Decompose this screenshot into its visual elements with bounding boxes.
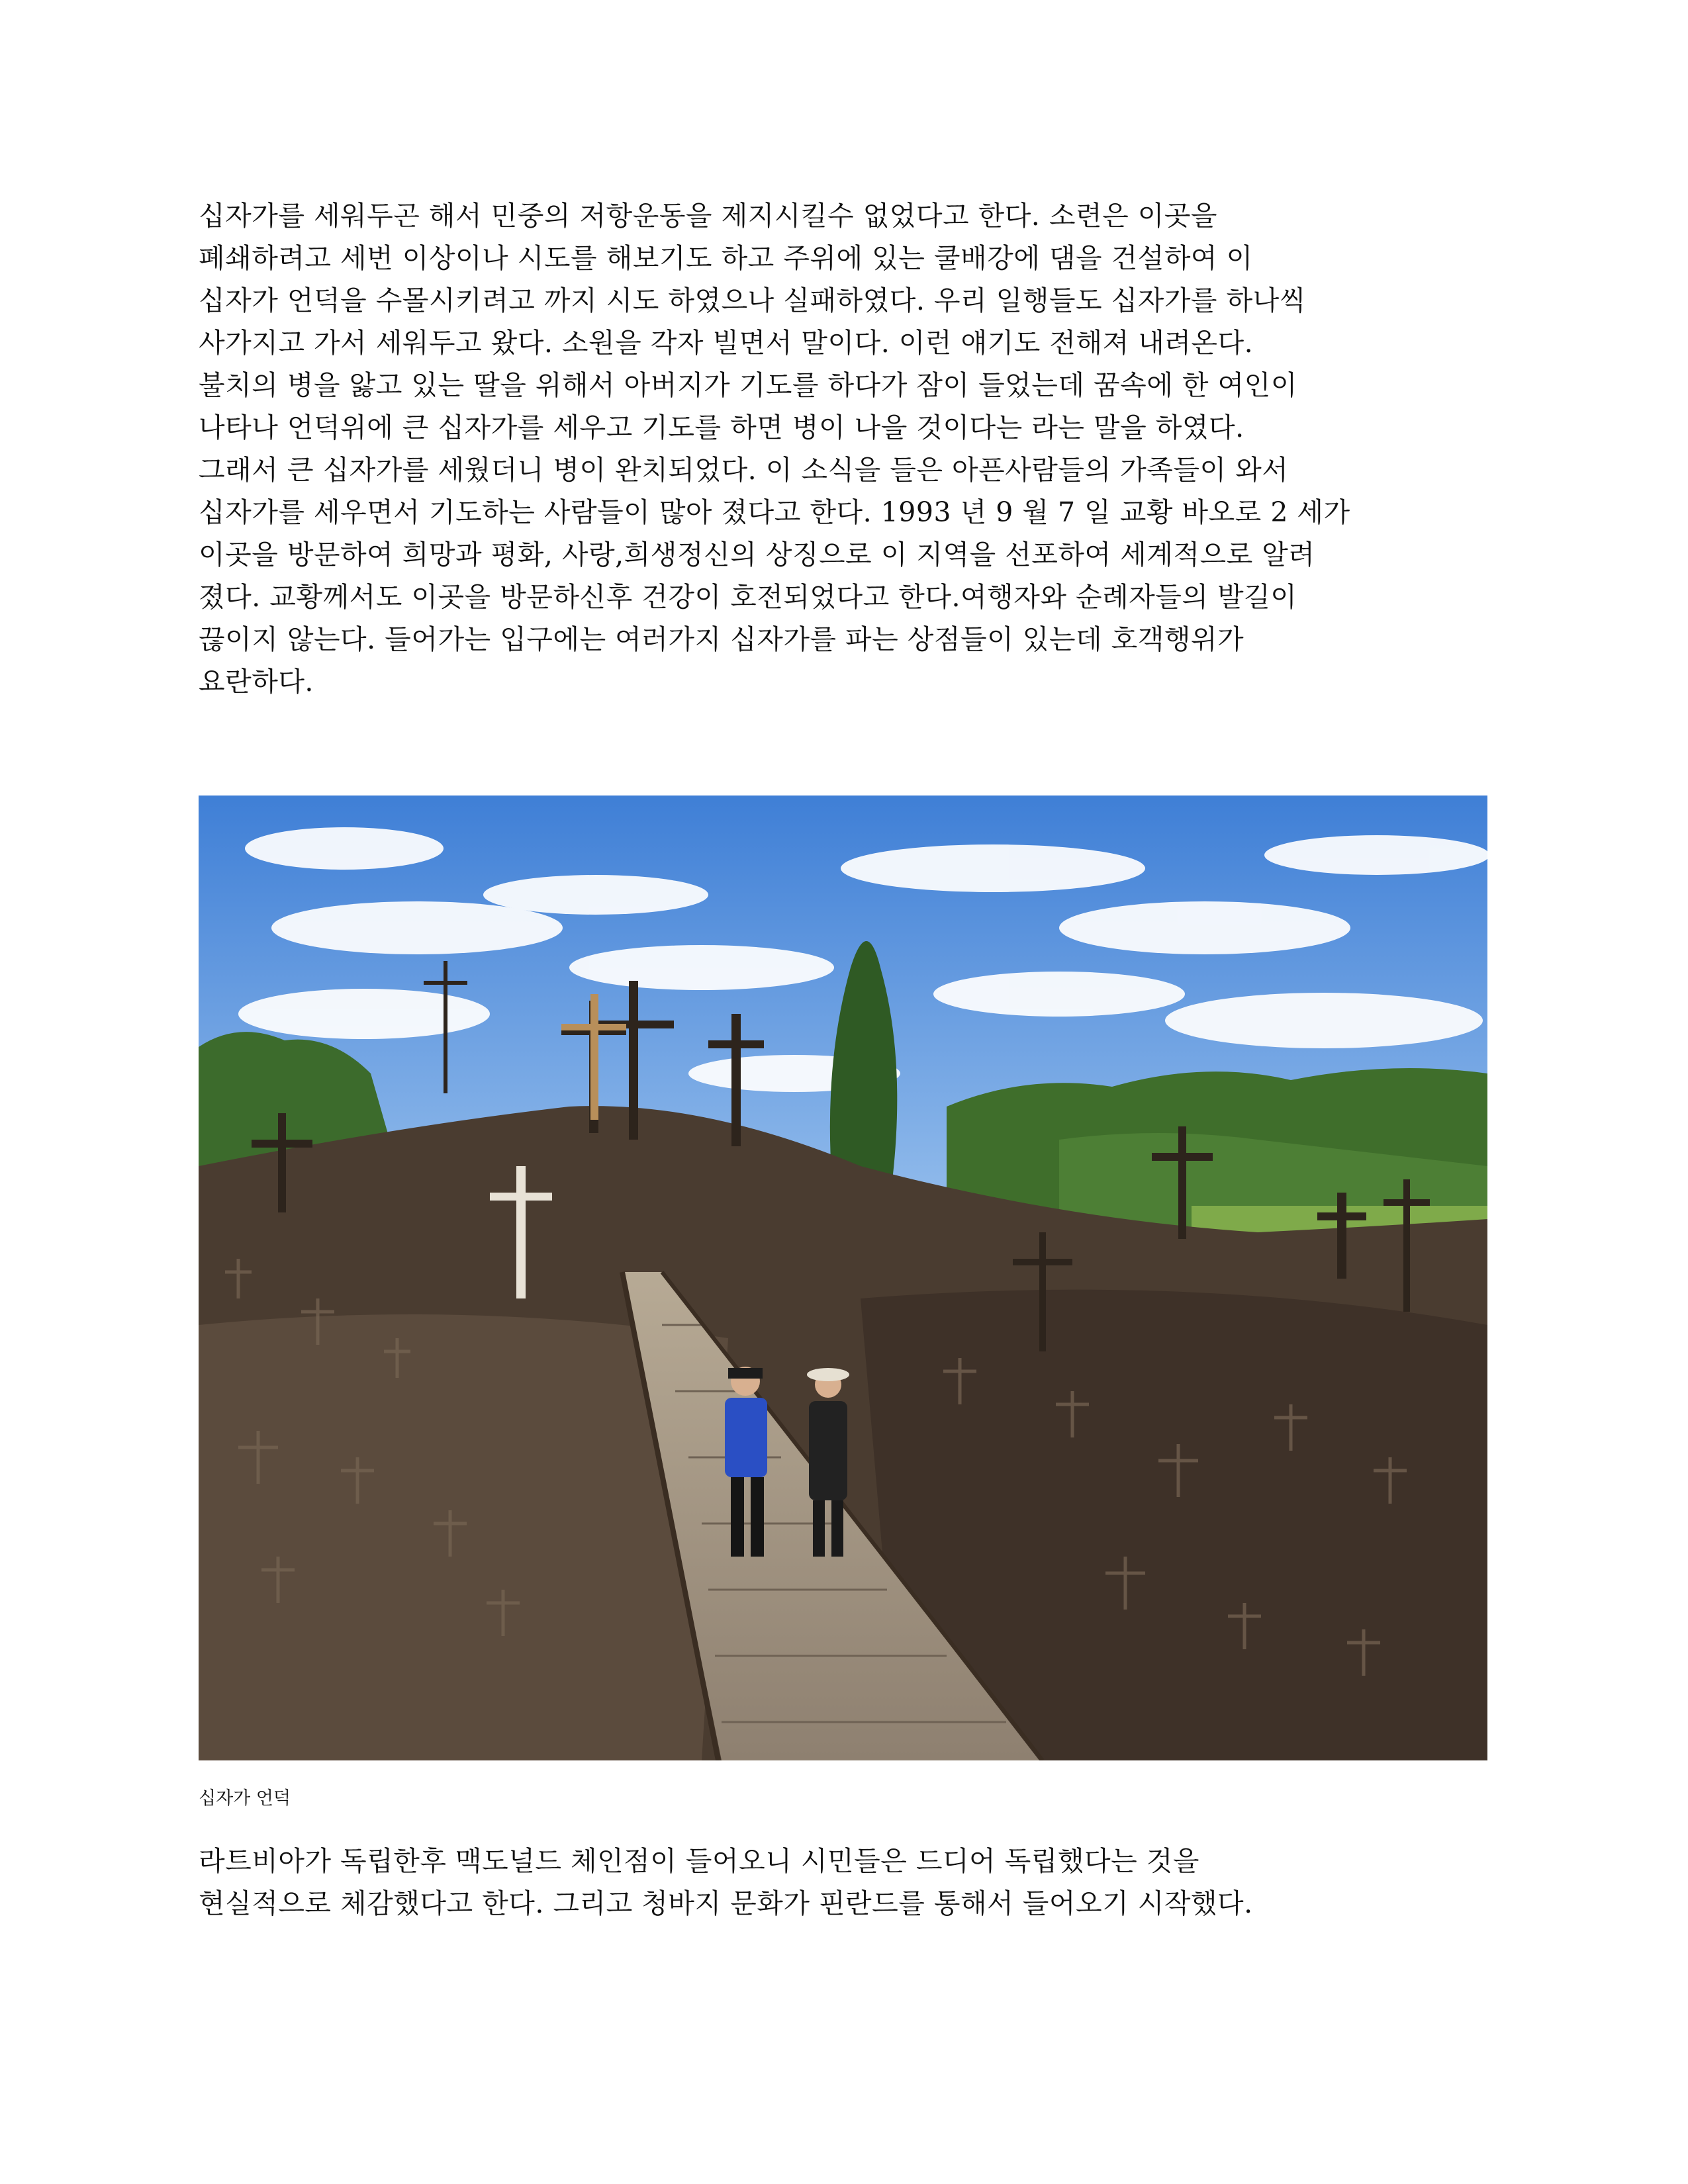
paragraph-line: 십자가 언덕을 수몰시키려고 까지 시도 하였으나 실패하였다. 우리 일행들도 십자가를 하나씩 xyxy=(199,285,1306,316)
paragraph-line: 나타나 언덕위에 큰 십자가를 세우고 기도를 하면 병이 나을 것이다는 라는 말을 하였다. xyxy=(199,412,1244,443)
paragraph-line: 사가지고 가서 세워두고 왔다. 소원을 각자 빌면서 말이다. 이런 얘기도 전해져 내려온다. xyxy=(199,327,1254,359)
paragraph-line: 이곳을 방문하여 희망과 평화, 사랑,희생정신의 상징으로 이 지역을 선포하여 세계적으로 알려 xyxy=(199,539,1315,570)
paragraph-line: 십자가를 세우면서 기도하는 사람들이 많아 졌다고 한다. 1993 년 9 월 7 일 교황 바오로 2 세가 xyxy=(199,496,1350,528)
paragraph-line: 폐쇄하려고 세번 이상이나 시도를 해보기도 하고 주위에 있는 쿨배강에 댐을 건설하여 이 xyxy=(199,242,1253,274)
photo-caption: 십자가 언덕 xyxy=(199,1788,291,1809)
body-paragraph-2 xyxy=(199,1840,1523,1925)
paragraph-line: 요란하다. xyxy=(199,666,314,698)
paragraph-line: 십자가를 세워두곤 해서 민중의 저항운동을 제지시킬수 없었다고 한다. 소련은 이곳을 xyxy=(199,200,1218,232)
paragraph-line: 끊이지 않는다. 들어가는 입구에는 여러가지 십자가를 파는 상점들이 있는데 호객행위가 xyxy=(199,623,1244,655)
paragraph-line: 불치의 병을 앓고 있는 딸을 위해서 아버지가 기도를 하다가 잠이 들었는데 꿈속에 한 여인이 xyxy=(199,369,1297,401)
paragraph-line: 현실적으로 체감했다고 한다. 그리고 청바지 문화가 핀란드를 통해서 들어오기 시작했다. xyxy=(199,1888,1253,1919)
paragraph-line: 라트비아가 독립한후 맥도널드 체인점이 들어오니 시민들은 드디어 독립했다는 것을 xyxy=(199,1845,1199,1877)
hill-of-crosses-photo xyxy=(199,796,1487,1760)
body-paragraph-1 xyxy=(199,195,1523,703)
paragraph-line: 그래서 큰 십자가를 세웠더니 병이 완치되었다. 이 소식을 들은 아픈사람들의 가족들이 와서 xyxy=(199,454,1289,486)
paragraph-line: 졌다. 교황께서도 이곳을 방문하신후 건강이 호전되었다고 한다.여행자와 순례자들의 발길이 xyxy=(199,581,1297,613)
